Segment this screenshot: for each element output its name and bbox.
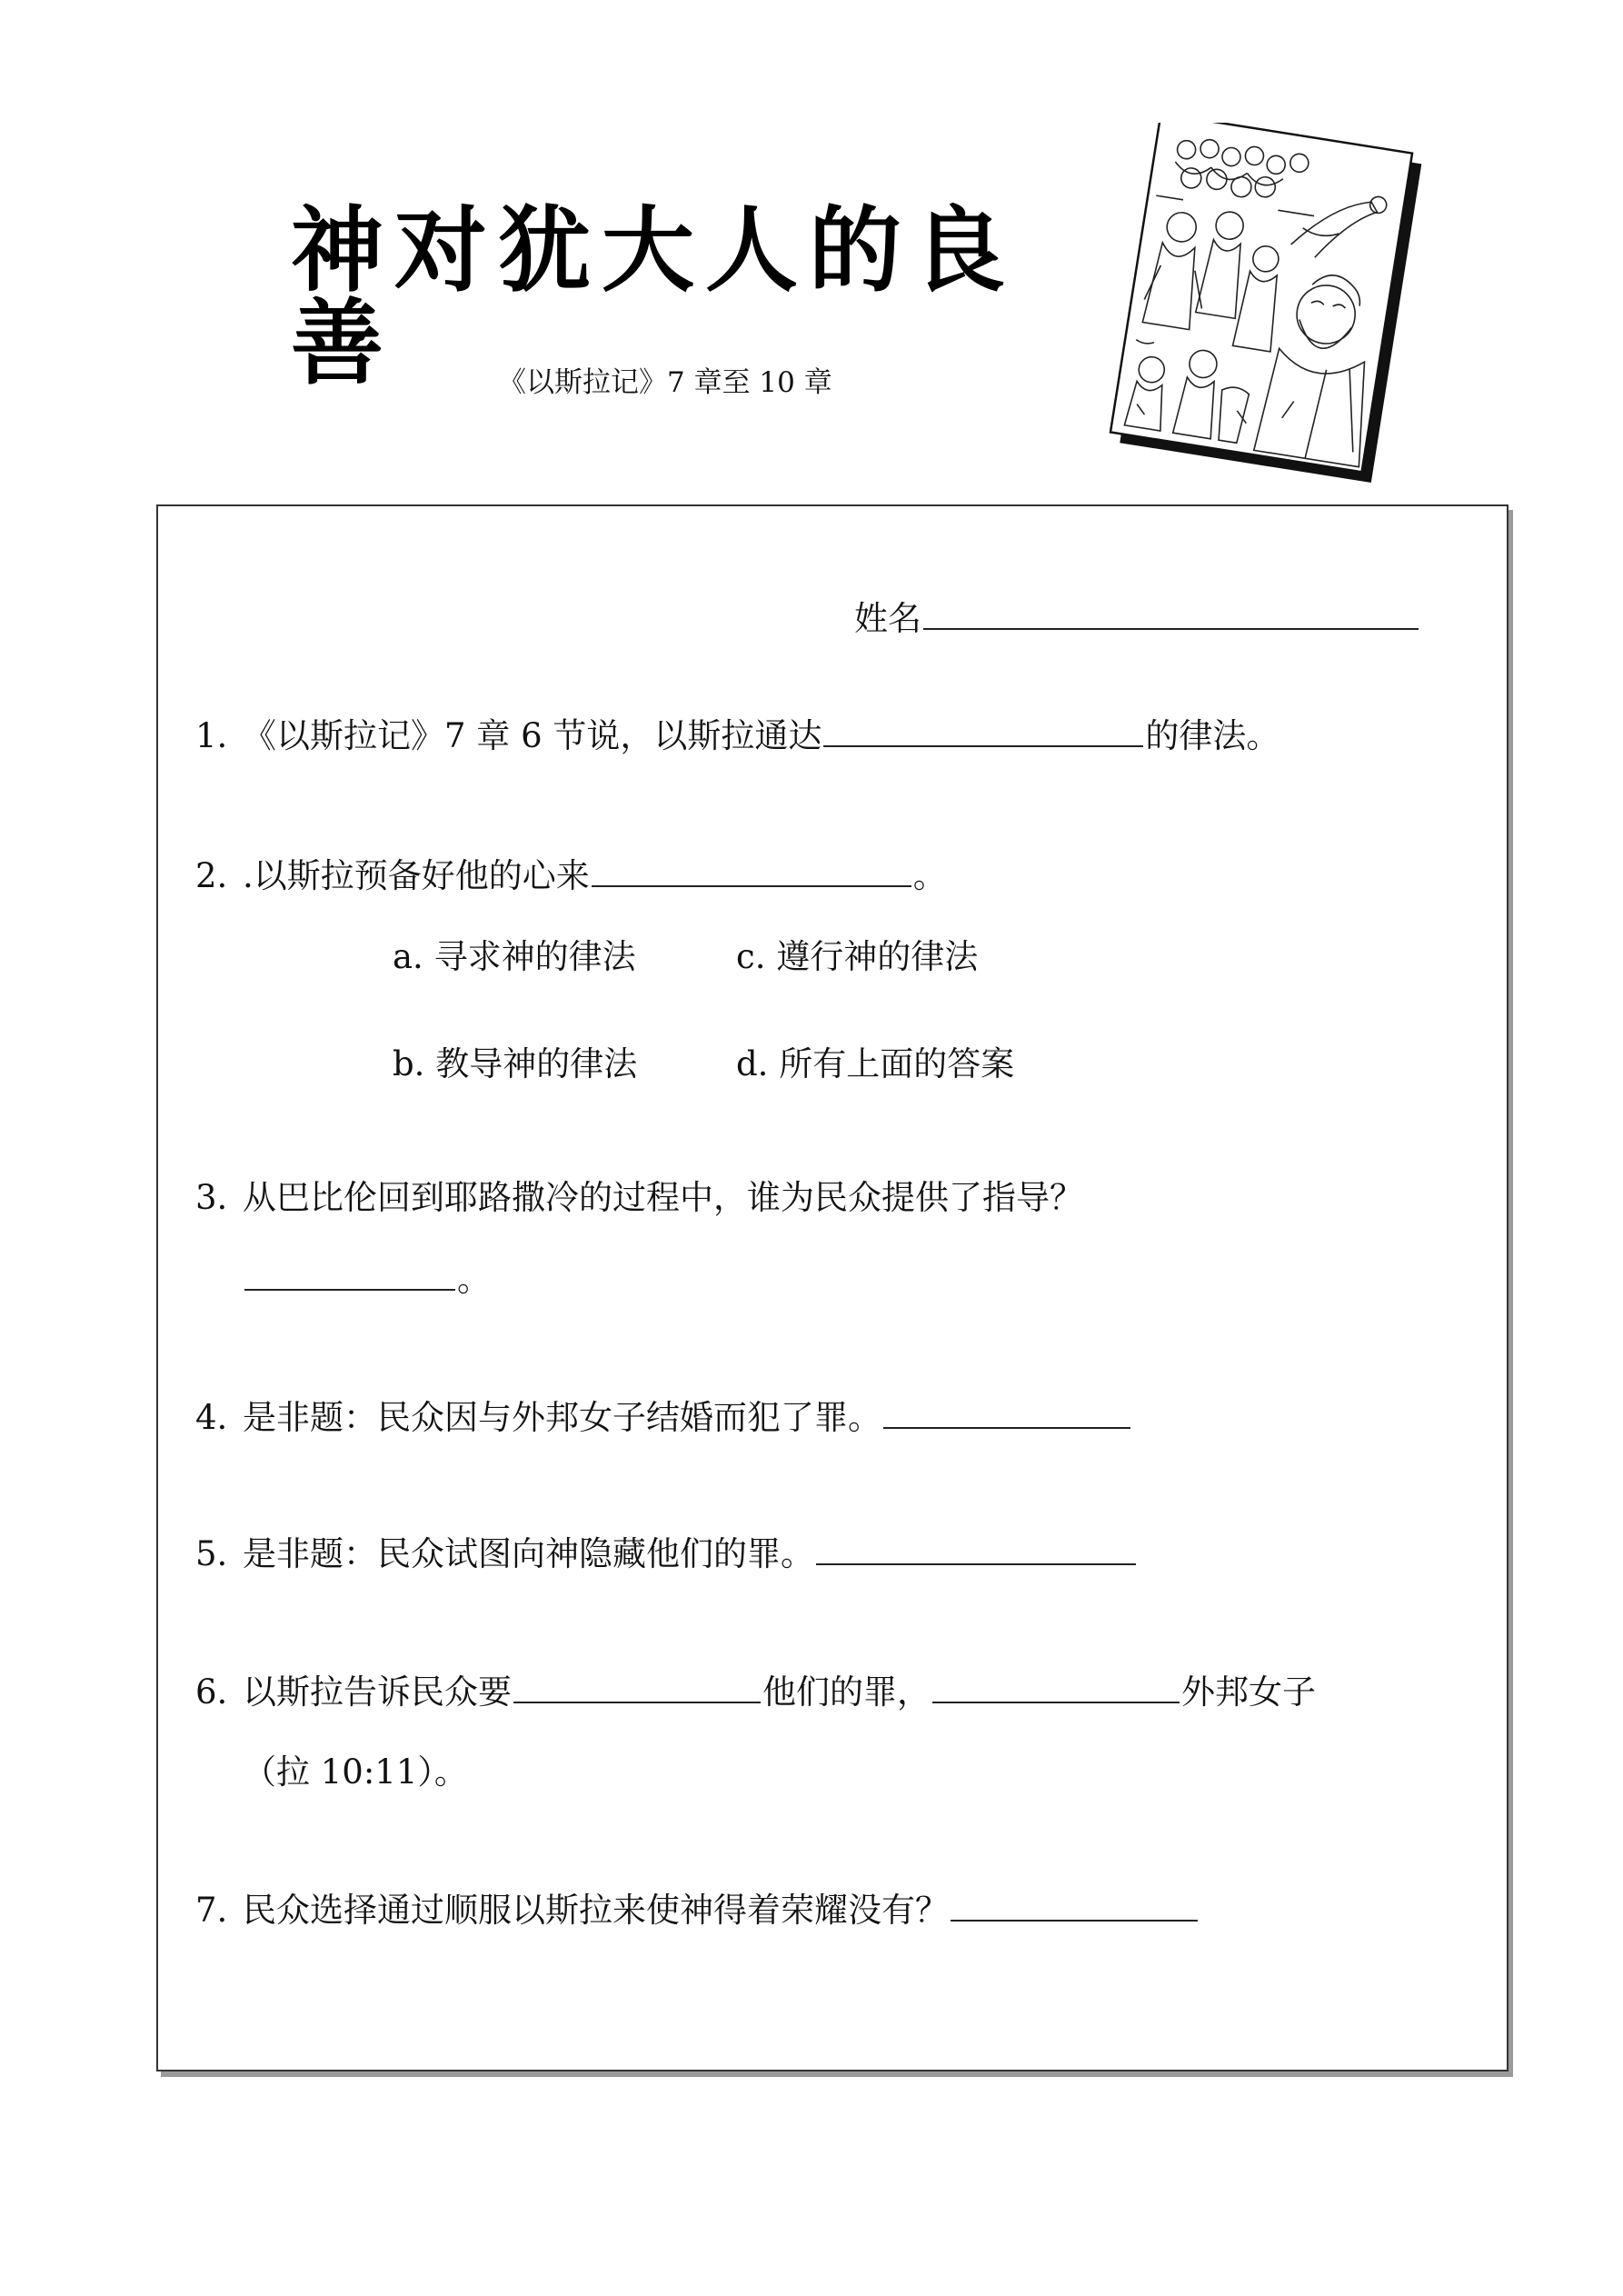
answer-blank[interactable] (932, 1671, 1180, 1703)
answer-blank[interactable] (951, 1889, 1198, 1922)
question-text: 外邦女子 (1181, 1672, 1316, 1712)
option-a[interactable]: a. 寻求神的律法 (393, 937, 636, 976)
question-text: .以斯拉预备好他的心来 (243, 856, 590, 895)
question-text: 从巴比伦回到耶路撒冷的过程中，谁为民众提供了指导？ (243, 1178, 1083, 1217)
question-text: 以斯拉告诉民众要 (243, 1672, 512, 1712)
question-6-line-2 (243, 1752, 468, 1792)
question-text: 民众选择通过顺服以斯拉来使神得着荣耀没有？ (243, 1891, 949, 1930)
question-text: 。 (912, 856, 947, 895)
question-text: 是非题：民众因与外邦女子结婚而犯了罪。 (243, 1398, 881, 1437)
answer-blank[interactable] (816, 1532, 1136, 1565)
question-number: 5. (195, 1534, 228, 1573)
page-title: 神对犹大人的良善 (291, 196, 1016, 398)
name-blank[interactable] (923, 597, 1419, 630)
question-text: 他们的罪， (762, 1672, 931, 1712)
answer-blank[interactable] (244, 1258, 455, 1291)
answer-blank[interactable] (592, 854, 911, 887)
question-number: 7. (195, 1891, 228, 1930)
question-number: 4. (195, 1398, 228, 1437)
answer-blank[interactable] (883, 1396, 1130, 1429)
question-4 (195, 1396, 1132, 1438)
question-text: 《以斯拉记》7 章 6 节说，以斯拉通达 (243, 716, 822, 755)
question-number: 1. (195, 716, 228, 755)
question-text: （拉 10:11）。 (243, 1752, 468, 1792)
name-label: 姓名 (854, 599, 921, 638)
bible-scene-illustration-icon (1100, 123, 1427, 486)
question-7 (195, 1889, 1200, 1931)
option-d[interactable]: d. 所有上面的答案 (736, 1044, 1015, 1083)
question-text: 是非题：民众试图向神隐藏他们的罪。 (243, 1534, 814, 1573)
option-c[interactable]: c. 遵行神的律法 (736, 937, 979, 976)
question-text: 的律法。 (1145, 716, 1280, 755)
option-b[interactable]: b. 教导神的律法 (393, 1044, 638, 1083)
question-2 (195, 854, 947, 896)
question-number: 3. (195, 1178, 228, 1217)
question-number: 2. (195, 856, 228, 895)
question-text: 。 (457, 1260, 491, 1299)
name-field[interactable] (854, 591, 1420, 640)
question-1 (195, 714, 1279, 756)
question-5 (195, 1532, 1138, 1574)
answer-blank[interactable] (823, 714, 1143, 747)
question-3 (195, 1178, 1083, 1218)
question-3-line-2 (243, 1258, 491, 1300)
question-6 (195, 1671, 1316, 1712)
question-number: 6. (195, 1672, 228, 1712)
page-subtitle: 《以斯拉记》7 章至 10 章 (498, 366, 832, 399)
answer-blank[interactable] (513, 1671, 761, 1703)
